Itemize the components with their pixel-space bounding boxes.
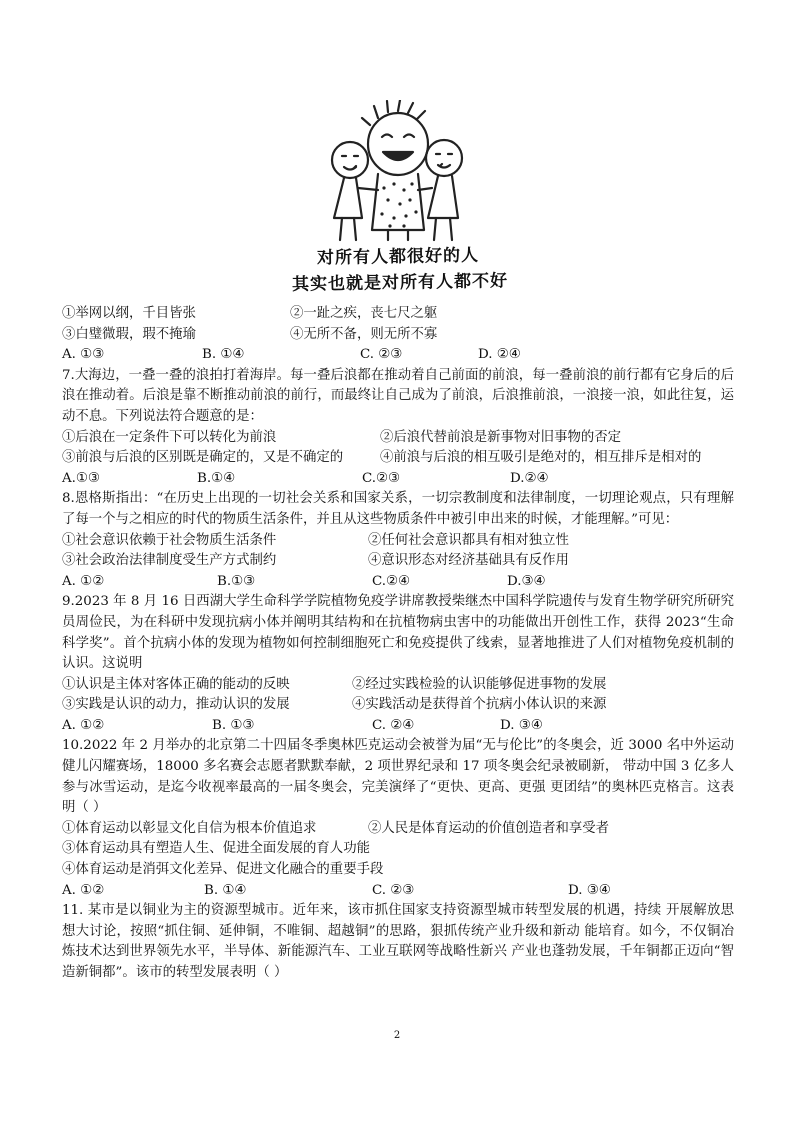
q9-answer-a: A. ①② <box>62 717 105 733</box>
q7-answer-a: A.①③ <box>62 470 100 486</box>
q7-option-3: ③前浪与后浪的区别既是确定的，又是不确定的 <box>62 450 344 466</box>
q6-option-3: ③白璧微瑕，瑕不掩瑜 <box>62 326 196 342</box>
q6-options-row1 <box>62 304 734 325</box>
q8-answer-c: C.②④ <box>372 573 411 589</box>
q7-options-row2 <box>62 448 734 469</box>
q9-options-row1 <box>62 675 734 696</box>
q6-answer-d: D. ②④ <box>478 347 521 363</box>
q6-option-1: ①举网以纲，千目皆张 <box>62 306 196 321</box>
q7-options-row1 <box>62 428 734 449</box>
q9-option-1: ①认识是主体对客体正确的能动的反映 <box>62 676 290 692</box>
figure-caption-line1: 对所有人都很好的人 <box>316 245 480 269</box>
q8-answers <box>62 572 734 593</box>
figure-caption-line2: 其实也就是对所有人都不好 <box>291 271 509 295</box>
q7-option-2: ②后浪代替前浪是新事物对旧事物的否定 <box>380 429 622 445</box>
q9-options-row2 <box>62 695 734 716</box>
q10-option-2: ②人民是体育运动的价值创造者和享受者 <box>368 820 610 836</box>
q8-option-1: ①社会意识依赖于社会物质生活条件 <box>62 532 277 548</box>
q6-option-2: ②一趾之疾，丧七尺之躯 <box>290 306 438 321</box>
q7-answer-b: B.①④ <box>197 470 236 486</box>
q6-answer-c: C. ②③ <box>360 347 403 363</box>
q10-answer-a: A. ①② <box>62 882 105 898</box>
q7-answer-c: C.②③ <box>362 470 401 486</box>
q9-answers <box>62 716 734 737</box>
q8-stem: 8.恩格斯指出：“在历史上出现的一切社会关系和国家关系，一切宗教制度和法律制度，一切理论观点，只有理解了每一个与之相应的时代的物质生活条件，并且从这些物质条件中被引申出来的时候，才能理解。”可见： <box>62 491 734 527</box>
q9-option-4: ④实践活动是获得首个抗病小体认识的来源 <box>352 697 607 713</box>
q10-option-1: ①体育运动以彰显文化自信为根本价值追求 <box>62 820 317 836</box>
q6-option-4: ④无所不备，则无所不寡 <box>290 326 438 342</box>
q10-option-4: ④体育运动是消弭文化差异、促进文化融合的重要手段 <box>62 862 384 878</box>
q10-answer-d: D. ③④ <box>568 882 611 898</box>
q11-stem: 11. 某市是以铜业为主的资源型城市。近年来，该市抓住国家支持资源型城市转型发展的机遇，持续 开展解放思想大讨论，按照“抓住铜、延伸铜，不唯铜、超越铜”的思路，狠抓传统产业升级和新动 能培育。如今，不仅铜冶炼技术达到世界领先水平，半导体、新能源汽车、工业互联网等战略性新兴 产业也蓬勃发展，千年铜都正迈向“智造新铜都”。该市的转型发展表明（ ） <box>62 903 734 980</box>
q10-option-4-row <box>62 860 734 881</box>
q7-answers <box>62 469 734 490</box>
q9-option-3: ③实践是认识的动力，推动认识的发展 <box>62 697 290 713</box>
q8-options-row1 <box>62 531 734 552</box>
q6-options-row2 <box>62 325 734 346</box>
q10-options-row1 <box>62 819 734 840</box>
q8-option-4: ④意识形态对经济基础具有反作用 <box>368 553 569 569</box>
question-content <box>62 304 734 984</box>
q9-answer-b: B. ①③ <box>212 717 255 733</box>
q10-stem: 10.2022 年 2 月举办的北京第二十四届冬季奥林匹克运动会被誉为届“无与伦比”的冬奥会，近 3000 名中外运动健儿闪耀赛场，18000 多名赛会志愿者默默奉献，2 项世界纪录和 17 项冬奥会纪录被刷新， 带动中国 3 亿多人参与冰雪运动，是迄今收视率最高的一届冬奥会，完美演绎了“更快、更高、更强 更团结”的奥林匹克格言。这表明（ ） <box>62 738 734 816</box>
q10-option-3-row <box>62 839 734 860</box>
q9-stem: 9.2023 年 8 月 16 日西湖大学生命科学学院植物免疫学讲席教授柴继杰中国科学院遗传与发育生物学研究所研究员周俭民，为在科研中发现抗病小体并阐明其结构和在抗植物病虫害中的功能做出开创性工作，获得 2023“生命科学奖”。首个抗病小体的发现为植物如何控制细胞死亡和免疫提供了线索，显著地推进了人们对植物免疫机制的认识。这说明 <box>62 594 734 672</box>
q7-option-4: ④前浪与后浪的相互吸引是绝对的，相互排斥是相对的 <box>380 450 702 466</box>
q7-option-1: ①后浪在一定条件下可以转化为前浪 <box>62 429 277 445</box>
q9-answer-d: D. ③④ <box>500 717 543 733</box>
q9-answer-c: C. ②④ <box>372 717 415 733</box>
q10-answer-b: B. ①④ <box>204 882 247 898</box>
q7-answer-d: D.②④ <box>510 470 549 486</box>
q10-option-3: ③体育运动具有塑造人生、促进全面发展的育人功能 <box>62 841 370 857</box>
q8-options-row2 <box>62 551 734 572</box>
q8-option-3: ③社会政治法律制度受生产方式制约 <box>62 553 277 569</box>
q6-answer-a: A. ①③ <box>62 347 105 363</box>
q6-answer-b: B. ①④ <box>202 347 245 363</box>
q8-answer-b: B.①③ <box>217 573 256 589</box>
q10-answers <box>62 881 734 902</box>
cartoon-figure <box>291 100 509 298</box>
q8-answer-a: A. ①② <box>62 573 105 589</box>
q6-answers <box>62 345 734 366</box>
q8-option-2: ②任何社会意识都具有相对独立性 <box>368 532 569 548</box>
q8-answer-d: D.③④ <box>507 573 546 589</box>
q9-option-2: ②经过实践检验的认识能够促进事物的发展 <box>352 676 607 692</box>
page-number: 2 <box>393 1030 401 1041</box>
q10-answer-c: C. ②③ <box>372 882 415 898</box>
cartoon-drawing <box>292 100 504 245</box>
q7-stem: 7.大海边，一叠一叠的浪拍打着海岸。每一叠后浪都在推动着自己前面的前浪，每一叠前浪的前行都有它身后的后浪在推动着。后浪是靠不断推动前浪的前行，而最终让自己成为了前浪，后浪推前浪，一浪接一浪，如此往复，运动不息。下列说法符合题意的是： <box>62 367 734 424</box>
